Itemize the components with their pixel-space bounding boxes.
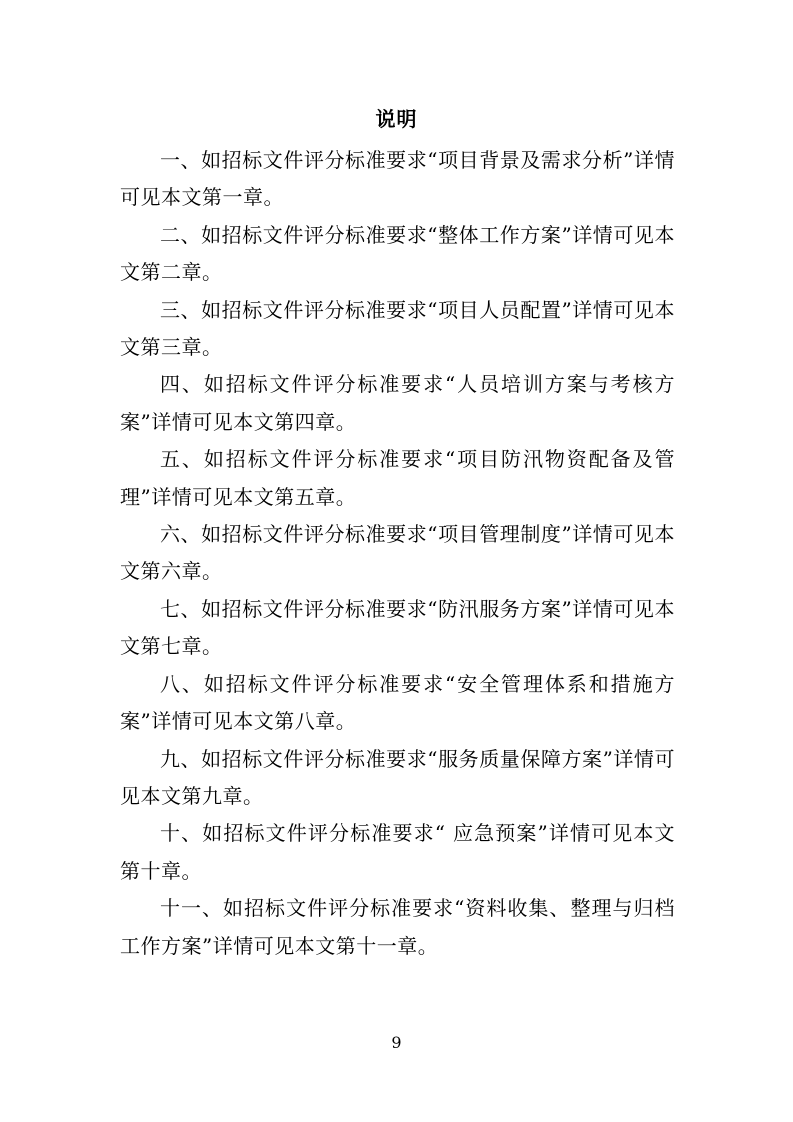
paragraph-6: 六、如招标文件评分标准要求“项目管理制度”详情可见本文第六章。	[120, 522, 675, 584]
paragraph-4: 四、如招标文件评分标准要求“人员培训方案与考核方案”详情可见本文第四章。	[120, 372, 675, 434]
paragraph-10: 十、如招标文件评分标准要求“ 应急预案”详情可见本文第十章。	[120, 821, 675, 883]
paragraph-3: 三、如招标文件评分标准要求“项目人员配置”详情可见本文第三章。	[120, 297, 675, 360]
document-title: 说明	[375, 107, 418, 131]
paragraph-9: 九、如招标文件评分标准要求“服务质量保障方案”详情可见本文第九章。	[120, 746, 675, 808]
paragraph-7: 七、如招标文件评分标准要求“防汛服务方案”详情可见本文第七章。	[120, 596, 675, 659]
paragraph-5: 五、如招标文件评分标准要求“项目防汛物资配备及管理”详情可见本文第五章。	[120, 447, 675, 509]
page-number: 9	[391, 1033, 402, 1052]
paragraph-1: 一、如招标文件评分标准要求“项目背景及需求分析”详情可见本文第一章。	[120, 148, 675, 210]
paragraph-8: 八、如招标文件评分标准要求“安全管理体系和措施方案”详情可见本文第八章。	[120, 671, 675, 734]
document-body	[120, 142, 675, 965]
paragraph-11: 十一、如招标文件评分标准要求“资料收集、整理与归档工作方案”详情可见本文第十一章。	[120, 896, 675, 958]
paragraph-2: 二、如招标文件评分标准要求“整体工作方案”详情可见本文第二章。	[120, 222, 675, 285]
